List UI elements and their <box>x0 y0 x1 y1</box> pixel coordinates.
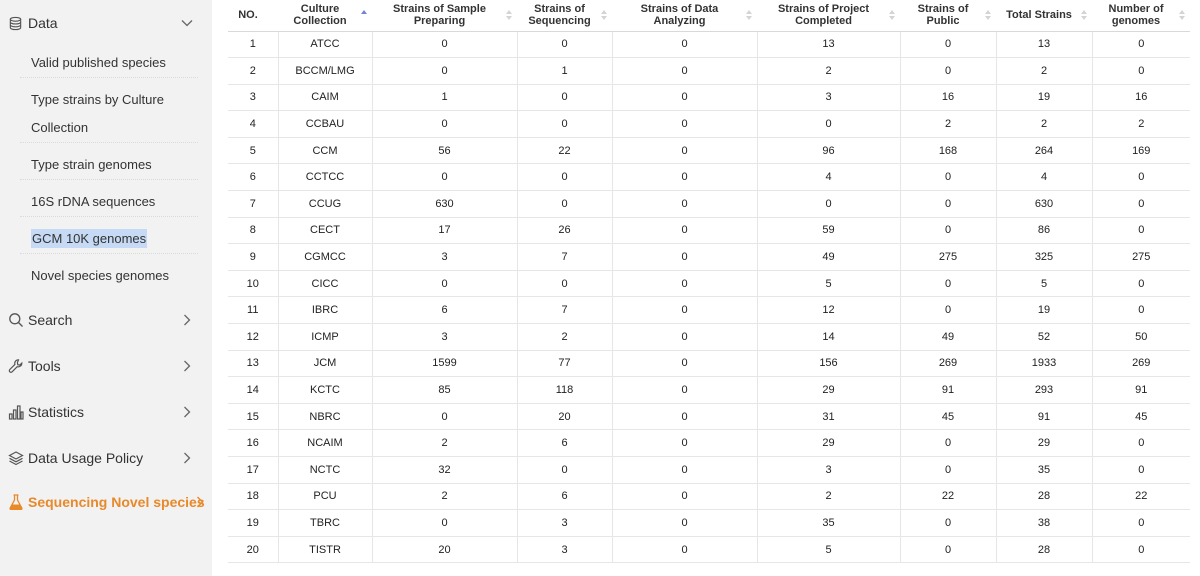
table-cell: 0 <box>1092 270 1190 297</box>
table-cell: 22 <box>517 137 612 164</box>
table-cell: 13 <box>757 31 900 58</box>
table-cell: 14 <box>228 377 278 404</box>
table-cell: 7 <box>517 244 612 271</box>
table-cell: CGMCC <box>278 244 372 271</box>
table-cell: 0 <box>900 510 996 537</box>
table-cell: 19 <box>228 510 278 537</box>
table-row <box>228 84 1190 111</box>
table-cell: 2 <box>372 483 517 510</box>
table-row <box>228 217 1190 244</box>
table-cell: 0 <box>372 403 517 430</box>
wrench-icon <box>7 358 24 375</box>
chevron-down-icon[interactable] <box>180 16 194 30</box>
column-header-label: Number of genomes <box>1108 3 1164 28</box>
sort-icon[interactable] <box>1179 10 1185 20</box>
table-cell: 19 <box>996 84 1092 111</box>
table-cell: CCUG <box>278 191 372 218</box>
table-cell: 85 <box>372 377 517 404</box>
table-cell: 6 <box>517 483 612 510</box>
table-cell: 0 <box>612 164 757 191</box>
table-cell: ICMP <box>278 324 372 351</box>
table-cell: 0 <box>372 31 517 58</box>
table-cell: CICC <box>278 270 372 297</box>
menu-tools[interactable] <box>0 351 212 381</box>
column-header-label: Strains of Data Analyzing <box>640 3 719 28</box>
table-cell: 0 <box>757 191 900 218</box>
table-cell: 275 <box>900 244 996 271</box>
menu-statistics-label: Statistics <box>28 404 85 420</box>
table-row <box>228 483 1190 510</box>
sidebar-item-gcm-10k-genomes[interactable] <box>20 225 198 254</box>
table-cell: 0 <box>1092 430 1190 457</box>
table-cell: ATCC <box>278 31 372 58</box>
column-header-label: Strains of Sequencing <box>528 3 591 28</box>
table-cell: 20 <box>372 536 517 563</box>
sidebar-item-type-strains-by-culture-collection[interactable] <box>20 86 198 143</box>
table-row <box>228 270 1190 297</box>
table-cell: 169 <box>1092 137 1190 164</box>
table-cell: 3 <box>757 84 900 111</box>
column-header[interactable] <box>278 0 372 31</box>
table-cell: 20 <box>517 403 612 430</box>
sidebar <box>0 0 212 576</box>
table-header-row <box>228 0 1190 31</box>
column-header-label: Culture Collection <box>293 3 347 28</box>
table-cell: 19 <box>996 297 1092 324</box>
table-cell: 3 <box>228 84 278 111</box>
menu-data-usage-policy-label: Data Usage Policy <box>28 450 144 466</box>
table-row <box>228 457 1190 484</box>
table-cell: CAIM <box>278 84 372 111</box>
chevron-right-icon[interactable] <box>180 313 194 327</box>
table-cell: 5 <box>228 137 278 164</box>
table-cell: 9 <box>228 244 278 271</box>
menu-search-label: Search <box>28 312 73 328</box>
column-header-label: Strains of Project Completed <box>777 3 870 28</box>
table-cell: 0 <box>1092 297 1190 324</box>
table-row <box>228 191 1190 218</box>
table-cell: PCU <box>278 483 372 510</box>
table-row <box>228 430 1190 457</box>
column-header[interactable] <box>996 0 1092 31</box>
table-cell: 0 <box>900 430 996 457</box>
table-cell: 0 <box>900 31 996 58</box>
table-cell: 269 <box>1092 350 1190 377</box>
table-cell: 7 <box>228 191 278 218</box>
column-header <box>228 0 278 31</box>
table-cell: 2 <box>372 430 517 457</box>
table-cell: CCM <box>278 137 372 164</box>
table-cell: IBRC <box>278 297 372 324</box>
table-cell: 31 <box>757 403 900 430</box>
chevron-right-icon[interactable] <box>180 359 194 373</box>
table-cell: 0 <box>372 510 517 537</box>
sidebar-item-label: Valid published species <box>31 55 166 70</box>
table-cell: 118 <box>517 377 612 404</box>
table-cell: 91 <box>1092 377 1190 404</box>
table-cell: 0 <box>900 217 996 244</box>
table-cell: 50 <box>1092 324 1190 351</box>
menu-sequencing-novel-species[interactable] <box>0 487 212 517</box>
table-cell: 325 <box>996 244 1092 271</box>
table-cell: 0 <box>900 270 996 297</box>
table-cell: 0 <box>1092 164 1190 191</box>
table-cell: 17 <box>228 457 278 484</box>
table-cell: 630 <box>372 191 517 218</box>
column-header-label: Strains of Public <box>917 3 969 28</box>
table-cell: 4 <box>228 111 278 138</box>
table-cell: 5 <box>757 270 900 297</box>
table-cell: 10 <box>228 270 278 297</box>
table-cell: 17 <box>372 217 517 244</box>
table-cell: 45 <box>1092 403 1190 430</box>
table-cell: 0 <box>517 191 612 218</box>
sort-ascending-icon[interactable] <box>361 10 367 20</box>
table-cell: 35 <box>757 510 900 537</box>
table-cell: 0 <box>517 457 612 484</box>
table-cell: 6 <box>517 430 612 457</box>
table-cell: 0 <box>1092 536 1190 563</box>
column-header-label: Total Strains <box>1006 9 1072 22</box>
table-cell: 0 <box>612 457 757 484</box>
table-cell: 16 <box>900 84 996 111</box>
table-cell: 0 <box>612 483 757 510</box>
table-cell: 293 <box>996 377 1092 404</box>
data-table <box>228 0 1190 563</box>
table-cell: 0 <box>900 58 996 85</box>
table-cell: 12 <box>757 297 900 324</box>
table-cell: 2 <box>996 111 1092 138</box>
column-header[interactable] <box>757 0 900 31</box>
menu-statistics[interactable] <box>0 397 212 427</box>
table-row <box>228 403 1190 430</box>
table-cell: 91 <box>900 377 996 404</box>
culture-collection-table <box>228 0 1190 576</box>
table-cell: 0 <box>612 270 757 297</box>
table-cell: 0 <box>1092 510 1190 537</box>
column-header[interactable] <box>612 0 757 31</box>
table-cell: 8 <box>228 217 278 244</box>
table-cell: 86 <box>996 217 1092 244</box>
table-cell: 269 <box>900 350 996 377</box>
table-cell: 29 <box>757 377 900 404</box>
table-cell: 28 <box>996 483 1092 510</box>
menu-search[interactable] <box>0 305 212 335</box>
table-cell: 1 <box>372 84 517 111</box>
table-cell: 0 <box>612 111 757 138</box>
table-cell: 0 <box>612 58 757 85</box>
table-cell: 16 <box>1092 84 1190 111</box>
table-cell: 275 <box>1092 244 1190 271</box>
table-cell: 0 <box>612 377 757 404</box>
table-cell: 7 <box>517 297 612 324</box>
sidebar-item-novel-species-genomes[interactable] <box>20 262 198 290</box>
menu-data[interactable] <box>0 8 212 38</box>
table-body <box>228 31 1190 563</box>
table-cell: 0 <box>612 244 757 271</box>
table-row <box>228 350 1190 377</box>
table-cell: 77 <box>517 350 612 377</box>
table-cell: 168 <box>900 137 996 164</box>
table-cell: 1 <box>517 58 612 85</box>
table-cell: 5 <box>996 270 1092 297</box>
table-cell: 6 <box>228 164 278 191</box>
menu-sequencing-novel-species-label: Sequencing Novel species <box>28 494 205 510</box>
table-cell: 0 <box>612 536 757 563</box>
table-row <box>228 377 1190 404</box>
table-row <box>228 31 1190 58</box>
table-cell: 2 <box>996 58 1092 85</box>
sidebar-item-label: 16S rDNA sequences <box>31 194 156 209</box>
table-row <box>228 297 1190 324</box>
table-cell: 49 <box>900 324 996 351</box>
table-cell: 16 <box>228 430 278 457</box>
table-cell: 0 <box>372 164 517 191</box>
table-cell: 11 <box>228 297 278 324</box>
table-cell: 0 <box>372 270 517 297</box>
sidebar-item-label: Novel species genomes <box>31 268 170 283</box>
table-cell: 264 <box>996 137 1092 164</box>
table-cell: 13 <box>996 31 1092 58</box>
chevron-right-icon[interactable] <box>180 451 194 465</box>
table-cell: KCTC <box>278 377 372 404</box>
table-cell: 0 <box>900 191 996 218</box>
table-cell: 26 <box>517 217 612 244</box>
table-cell: 0 <box>1092 217 1190 244</box>
table-cell: 0 <box>372 111 517 138</box>
menu-data-label: Data <box>28 15 58 31</box>
table-cell: 4 <box>757 164 900 191</box>
column-header[interactable] <box>517 0 612 31</box>
table-cell: 49 <box>757 244 900 271</box>
menu-data-usage-policy[interactable] <box>0 443 212 473</box>
table-row <box>228 58 1190 85</box>
table-cell: 38 <box>996 510 1092 537</box>
table-row <box>228 536 1190 563</box>
table-row <box>228 244 1190 271</box>
table-row <box>228 137 1190 164</box>
table-row <box>228 164 1190 191</box>
sort-icon[interactable] <box>1081 10 1087 20</box>
column-header[interactable] <box>1092 0 1190 31</box>
sidebar-item-valid-published-species[interactable] <box>20 49 198 78</box>
table-cell: 0 <box>612 191 757 218</box>
table-cell: BCCM/LMG <box>278 58 372 85</box>
table-cell: 0 <box>900 297 996 324</box>
bar-chart-icon <box>7 404 24 421</box>
table-cell: 13 <box>228 350 278 377</box>
table-cell: 32 <box>372 457 517 484</box>
sidebar-item-label: Type strain genomes <box>31 157 152 172</box>
table-row <box>228 324 1190 351</box>
table-cell: 156 <box>757 350 900 377</box>
table-cell: 1 <box>228 31 278 58</box>
table-cell: 0 <box>757 111 900 138</box>
table-cell: 52 <box>996 324 1092 351</box>
table-cell: 2 <box>757 483 900 510</box>
table-cell: TBRC <box>278 510 372 537</box>
database-icon <box>7 15 24 32</box>
table-cell: 18 <box>228 483 278 510</box>
table-cell: 96 <box>757 137 900 164</box>
sort-icon[interactable] <box>506 10 512 20</box>
column-header[interactable] <box>372 0 517 31</box>
table-cell: 2 <box>757 58 900 85</box>
flask-icon <box>7 494 24 511</box>
table-cell: CCTCC <box>278 164 372 191</box>
table-cell: 59 <box>757 217 900 244</box>
table-cell: CECT <box>278 217 372 244</box>
table-cell: 2 <box>228 58 278 85</box>
table-cell: 2 <box>1092 111 1190 138</box>
table-cell: 1599 <box>372 350 517 377</box>
table-cell: 3 <box>372 244 517 271</box>
table-cell: 0 <box>372 58 517 85</box>
table-cell: 3 <box>517 536 612 563</box>
table-row <box>228 510 1190 537</box>
table-cell: 0 <box>612 84 757 111</box>
table-cell: 0 <box>517 164 612 191</box>
table-cell: CCBAU <box>278 111 372 138</box>
table-cell: 5 <box>757 536 900 563</box>
table-cell: 12 <box>228 324 278 351</box>
table-cell: TISTR <box>278 536 372 563</box>
table-cell: NBRC <box>278 403 372 430</box>
table-cell: 0 <box>612 137 757 164</box>
sort-icon[interactable] <box>746 10 752 20</box>
table-cell: 0 <box>612 324 757 351</box>
table-cell: 56 <box>372 137 517 164</box>
table-cell: 45 <box>900 403 996 430</box>
table-cell: 3 <box>517 510 612 537</box>
table-cell: 0 <box>1092 191 1190 218</box>
table-cell: 0 <box>517 31 612 58</box>
sidebar-item-type-strain-genomes[interactable] <box>20 151 198 180</box>
table-cell: 22 <box>1092 483 1190 510</box>
sidebar-item-16s-rdna-sequences[interactable] <box>20 188 198 217</box>
table-cell: 0 <box>1092 31 1190 58</box>
table-cell: NCTC <box>278 457 372 484</box>
table-cell: 0 <box>1092 457 1190 484</box>
column-header-label: NO. <box>238 9 258 22</box>
table-cell: 22 <box>900 483 996 510</box>
column-header-label: Strains of Sample Preparing <box>393 3 486 28</box>
sort-icon[interactable] <box>985 10 991 20</box>
table-cell: 0 <box>1092 58 1190 85</box>
table-cell: JCM <box>278 350 372 377</box>
table-cell: 0 <box>517 84 612 111</box>
table-cell: 91 <box>996 403 1092 430</box>
sort-icon[interactable] <box>889 10 895 20</box>
table-cell: NCAIM <box>278 430 372 457</box>
table-cell: 3 <box>372 324 517 351</box>
table-cell: 0 <box>517 270 612 297</box>
sort-icon[interactable] <box>601 10 607 20</box>
table-cell: 0 <box>900 457 996 484</box>
table-cell: 20 <box>228 536 278 563</box>
chevron-right-icon[interactable] <box>193 495 207 509</box>
table-row <box>228 111 1190 138</box>
table-cell: 29 <box>996 430 1092 457</box>
table-cell: 2 <box>517 324 612 351</box>
table-cell: 0 <box>612 430 757 457</box>
table-cell: 2 <box>900 111 996 138</box>
menu-tools-label: Tools <box>28 358 61 374</box>
table-cell: 6 <box>372 297 517 324</box>
table-cell: 0 <box>900 536 996 563</box>
table-cell: 35 <box>996 457 1092 484</box>
table-cell: 0 <box>612 297 757 324</box>
table-cell: 28 <box>996 536 1092 563</box>
table-cell: 0 <box>612 510 757 537</box>
table-cell: 0 <box>612 403 757 430</box>
table-cell: 0 <box>612 217 757 244</box>
table-cell: 1933 <box>996 350 1092 377</box>
column-header[interactable] <box>900 0 996 31</box>
search-icon <box>7 312 24 329</box>
table-cell: 14 <box>757 324 900 351</box>
table-cell: 29 <box>757 430 900 457</box>
table-cell: 0 <box>900 164 996 191</box>
table-cell: 3 <box>757 457 900 484</box>
table-cell: 0 <box>612 350 757 377</box>
table-cell: 630 <box>996 191 1092 218</box>
layers-icon <box>7 450 24 467</box>
table-cell: 15 <box>228 403 278 430</box>
table-cell: 0 <box>517 111 612 138</box>
chevron-right-icon[interactable] <box>180 405 194 419</box>
sidebar-item-label: Type strains by Culture Collection <box>31 92 164 135</box>
table-cell: 4 <box>996 164 1092 191</box>
sidebar-item-label: GCM 10K genomes <box>32 231 147 246</box>
table-cell: 0 <box>612 31 757 58</box>
